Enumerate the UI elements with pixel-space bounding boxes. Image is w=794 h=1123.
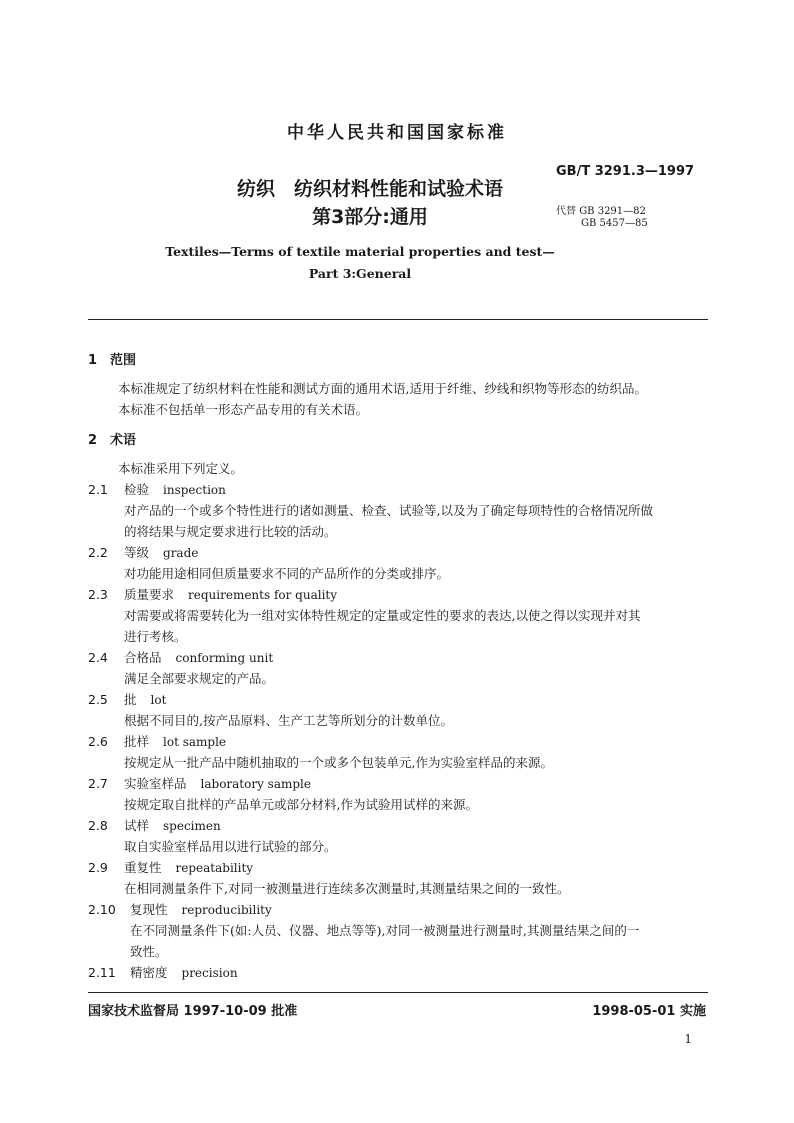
document-body	[88, 350, 708, 983]
term-number: 2.10	[88, 902, 116, 917]
implementation-date: 1998-05-01 实施	[592, 1004, 706, 1019]
term-number: 2.4	[88, 650, 108, 665]
term-entry	[88, 542, 708, 563]
section-title: 范围	[110, 353, 137, 368]
term-definition: 按规定取自批样的产品单元或部分材料,作为试验用试样的来源。	[124, 797, 478, 812]
term-number: 2.9	[88, 860, 108, 875]
term-entry	[88, 857, 708, 878]
term-definition: 进行考核。	[124, 629, 187, 644]
term-chinese: 复现性	[130, 902, 168, 917]
footer-divider	[88, 992, 708, 993]
term-english: lot	[150, 693, 167, 707]
term-definition: 致性。	[130, 944, 168, 959]
document-title-english	[100, 241, 620, 285]
term-definition: 对需要或将需要转化为一组对实体特性规定的定量或定性的要求的表达,以使之得以实现并对其	[124, 608, 641, 623]
term-chinese: 批样	[124, 734, 150, 749]
term-definition: 在相同测量条件下,对同一被测量进行连续多次测量时,其测量结果之间的一致性。	[124, 881, 570, 896]
section-title: 术语	[110, 433, 137, 448]
term-entry	[88, 584, 708, 605]
term-entry	[88, 815, 708, 836]
section-number: 2	[88, 433, 98, 448]
replaces-label: 代替	[556, 206, 576, 217]
term-chinese: 合格品	[124, 650, 162, 665]
term-number: 2.6	[88, 734, 108, 749]
document-title-chinese	[120, 175, 620, 231]
term-definition: 根据不同目的,按产品原料、生产工艺等所划分的计数单位。	[124, 713, 453, 728]
term-english: lot sample	[163, 735, 227, 749]
term-english: grade	[163, 546, 199, 560]
term-definition: 满足全部要求规定的产品。	[124, 671, 275, 686]
term-entry	[88, 689, 708, 710]
term-english: precision	[181, 966, 238, 980]
section-heading	[88, 350, 708, 372]
title-cn-line2: 第3部分:通用	[312, 206, 428, 228]
term-definition: 取自实验室样品用以进行试验的部分。	[124, 839, 337, 854]
term-entry	[88, 731, 708, 752]
term-english: reproducibility	[181, 903, 272, 917]
section-heading	[88, 430, 708, 452]
national-standard-title: 中华人民共和国国家标准	[287, 123, 507, 143]
term-chinese: 实验室样品	[124, 776, 187, 791]
term-english: repeatability	[175, 861, 254, 875]
term-chinese: 质量要求	[124, 587, 175, 602]
term-number: 2.11	[88, 965, 116, 980]
title-en-line2: Part 3:General	[308, 266, 412, 281]
replaces-standard-1: GB 3291—82	[579, 206, 646, 217]
term-entry	[88, 773, 708, 794]
term-chinese: 重复性	[124, 860, 162, 875]
term-chinese: 精密度	[130, 965, 168, 980]
page-number: 1	[684, 1032, 692, 1046]
replaces-standard-2: GB 5457—85	[581, 218, 648, 229]
term-number: 2.1	[88, 482, 108, 497]
term-entry	[88, 479, 708, 500]
term-chinese: 批	[124, 692, 137, 707]
term-english: inspection	[163, 483, 226, 497]
term-chinese: 试样	[124, 818, 150, 833]
term-english: specimen	[163, 819, 221, 833]
replaces-block	[556, 206, 648, 230]
term-english: conforming unit	[175, 651, 274, 665]
term-english: requirements for quality	[188, 588, 338, 602]
term-entry	[88, 899, 708, 920]
term-chinese: 等级	[124, 545, 150, 560]
term-definition: 对功能用途相同但质量要求不同的产品所作的分类或排序。	[124, 566, 450, 581]
term-definition: 的将结果与规定要求进行比较的活动。	[124, 524, 337, 539]
paragraph: 本标准规定了纺织材料在性能和测试方面的通用术语,适用于纤维、纱线和织物等形态的纺织品。	[118, 381, 647, 396]
term-entry	[88, 647, 708, 668]
term-number: 2.2	[88, 545, 108, 560]
title-en-line1: Textiles—Terms of textile material properties and test—	[165, 244, 555, 259]
term-definition: 在不同测量条件下(如:人员、仪器、地点等等),对同一被测量进行测量时,其测量结果之间的一	[130, 923, 640, 938]
term-definition: 按规定从一批产品中随机抽取的一个或多个包装单元,作为实验室样品的来源。	[124, 755, 553, 770]
standard-number: GB/T 3291.3—1997	[556, 164, 695, 179]
term-definition: 对产品的一个或多个特性进行的诸如测量、检查、试验等,以及为了确定每项特性的合格情况所做	[124, 503, 653, 518]
term-entry	[88, 962, 708, 983]
term-english: laboratory sample	[200, 777, 311, 791]
section-number: 1	[88, 353, 98, 368]
term-number: 2.7	[88, 776, 108, 791]
paragraph: 本标准不包括单一形态产品专用的有关术语。	[118, 402, 369, 417]
title-cn-line1: 纺织 纺织材料性能和试验术语	[236, 178, 503, 200]
header-divider	[88, 319, 708, 320]
approval-date: 国家技术监督局 1997-10-09 批准	[88, 1004, 298, 1019]
term-chinese: 检验	[124, 482, 150, 497]
term-number: 2.3	[88, 587, 108, 602]
term-number: 2.5	[88, 692, 108, 707]
term-number: 2.8	[88, 818, 108, 833]
paragraph: 本标准采用下列定义。	[118, 461, 244, 476]
